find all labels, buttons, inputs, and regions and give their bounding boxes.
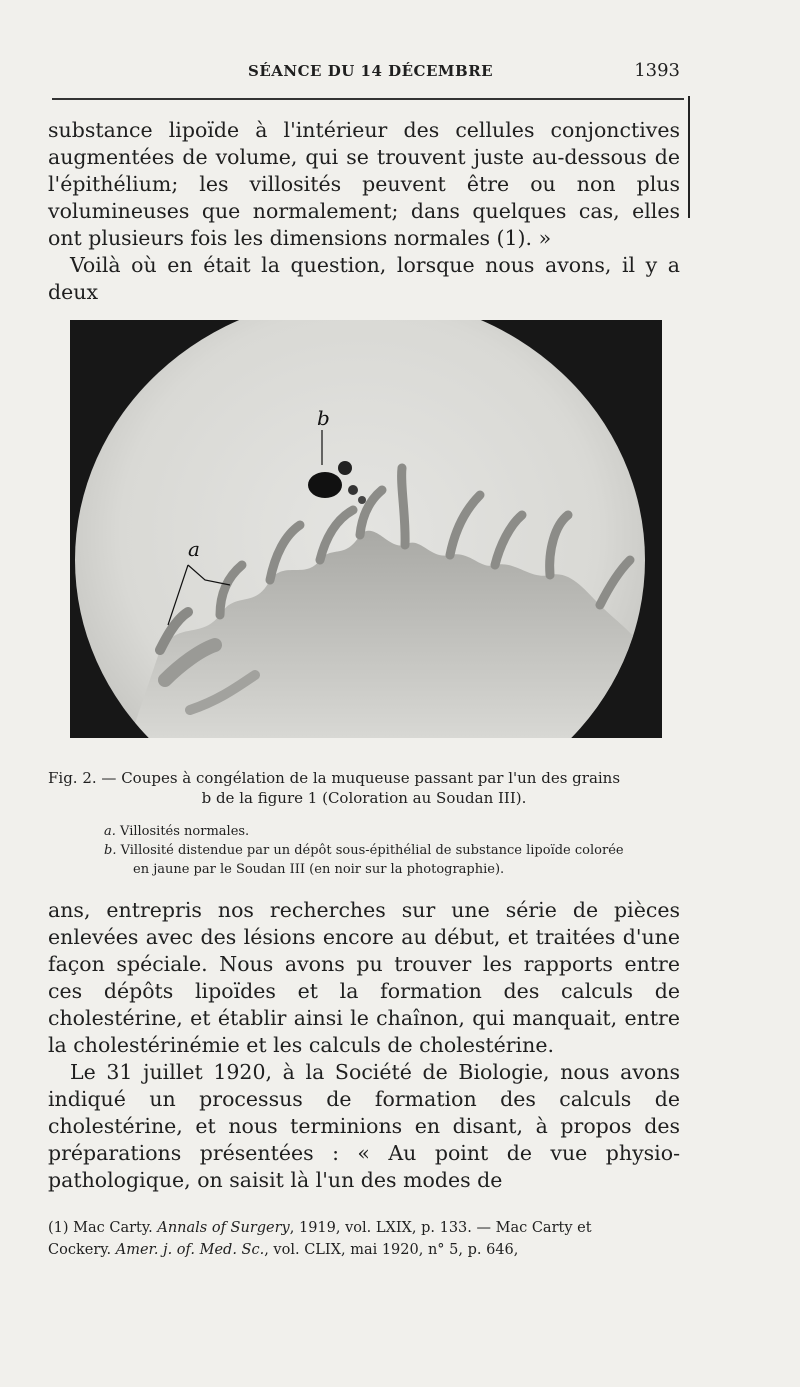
legend-key-b: b. (104, 843, 117, 858)
figure-caption (48, 768, 680, 808)
footnote-number: (1) (48, 1220, 69, 1236)
footnote-author-1: Mac Carty. (73, 1220, 153, 1236)
micrograph-image (70, 320, 662, 738)
text-block-bottom (48, 897, 680, 1194)
text-block-top (48, 117, 680, 306)
running-header (48, 60, 680, 84)
header-rule (52, 98, 684, 100)
footnote-author-2: Cockery. (48, 1242, 112, 1258)
page-number: 1393 (634, 60, 680, 81)
paragraph: Le 31 juillet 1920, à la Société de Biologie, nous avons indiqué un processus de formation des calculs de cholestérine, et nous terminions en disant, à propos des préparations présentées : « Au point de vue physio-pathologique, on saisit là l'un des modes de (48, 1060, 680, 1192)
footnote-ref-2: , vol. CLIX, mai 1920, n° 5, p. 646, (264, 1242, 519, 1258)
footnote-line-2 (48, 1239, 680, 1261)
legend-item-a (104, 822, 704, 841)
legend-item-b (104, 841, 704, 860)
legend-text-a: Villosités normales. (120, 824, 250, 839)
legend-text-b-1: Villosité distendue par un dépôt sous-épithélial de substance lipoïde colorée (120, 843, 624, 858)
figure-legend (104, 822, 704, 879)
footnote-journal-2: Amer. j. of. Med. Sc. (115, 1242, 265, 1258)
figure-label-b: b (317, 406, 330, 430)
footnote-line-1 (48, 1217, 680, 1239)
figure-label-a: a (188, 537, 200, 561)
footnote-ref-1: , 1919, vol. LXIX, p. 133. — Mac Carty et (289, 1220, 592, 1236)
caption-continuation: b de la figure 1 (Coloration au Soudan III). (201, 789, 527, 807)
margin-mark (688, 96, 690, 218)
micrograph-figure (70, 320, 662, 738)
legend-key-a: a. (104, 824, 116, 839)
caption-lead: Fig. 2. — Coupes à congélation de la muqueuse passant par l'un des grains (48, 769, 621, 787)
running-title: SÉANCE DU 14 DÉCEMBRE (248, 62, 494, 80)
footnote (48, 1217, 680, 1261)
paragraph: ans, entrepris nos recherches sur une série de pièces enlevées avec des lésions encore au début, et traitées d'une façon spéciale. Nous avons pu trouver les rapports entre ces dépôts lipoïdes et la formation des calculs de cholestérine, et établir ainsi le chaînon, qui manquait, entre la cholestérinémie et les calculs de cholestérine. (48, 898, 680, 1057)
footnote-journal-1: Annals of Surgery (157, 1220, 290, 1236)
legend-text-b-2: en jaune par le Soudan III (en noir sur la photographie). (133, 862, 505, 877)
paragraph: substance lipoïde à l'intérieur des cellules conjonctives augmentées de volume, qui se trouvent juste au-dessous de l'épithélium; les villosités peuvent être ou non plus volumineuses que normalement; dans quelques cas, elles ont plusieurs fois les dimensions normales (1). » (48, 118, 680, 250)
paragraph: Voilà où en était la question, lorsque nous avons, il y a deux (48, 253, 680, 304)
